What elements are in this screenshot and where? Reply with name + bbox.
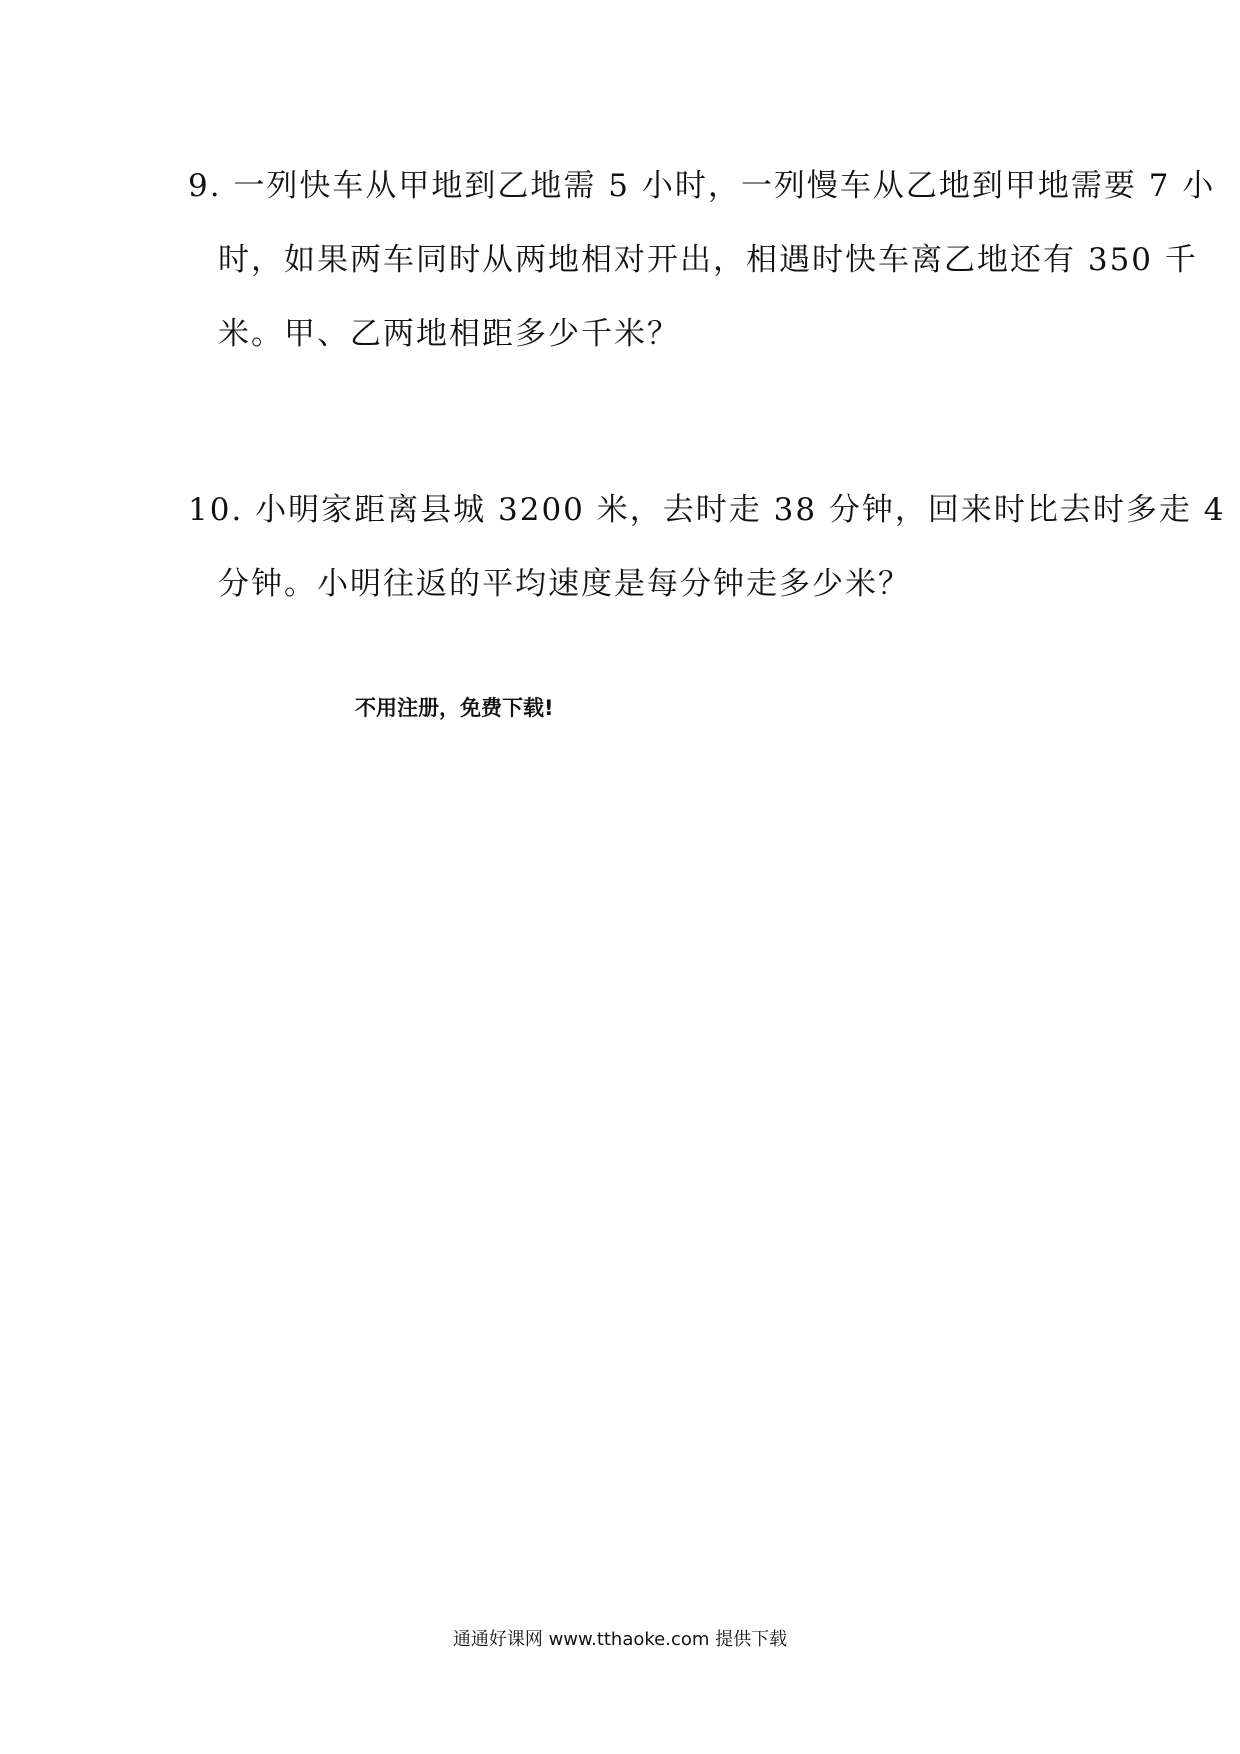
problem-9-line-1: 9. 一列快车从甲地到乙地需 5 小时，一列慢车从乙地到甲地需要 7 小 <box>188 168 1216 204</box>
problem-10-line-1: 10. 小明家距离县城 3200 米，去时走 38 分钟，回来时比去时多走 4 <box>188 492 1226 528</box>
problem-9-line-2: 时，如果两车同时从两地相对开出，相遇时快车离乙地还有 350 千 <box>218 242 1198 278</box>
problem-9-line-3: 米。甲、乙两地相距多少千米？ <box>218 316 680 352</box>
problem-10-line-2: 分钟。小明往返的平均速度是每分钟走多少米？ <box>218 566 911 602</box>
free-download-notice: 不用注册，免费下载! <box>355 696 554 720</box>
page-footer: 通通好课网 www.tthaoke.com 提供下载 <box>452 1629 788 1650</box>
